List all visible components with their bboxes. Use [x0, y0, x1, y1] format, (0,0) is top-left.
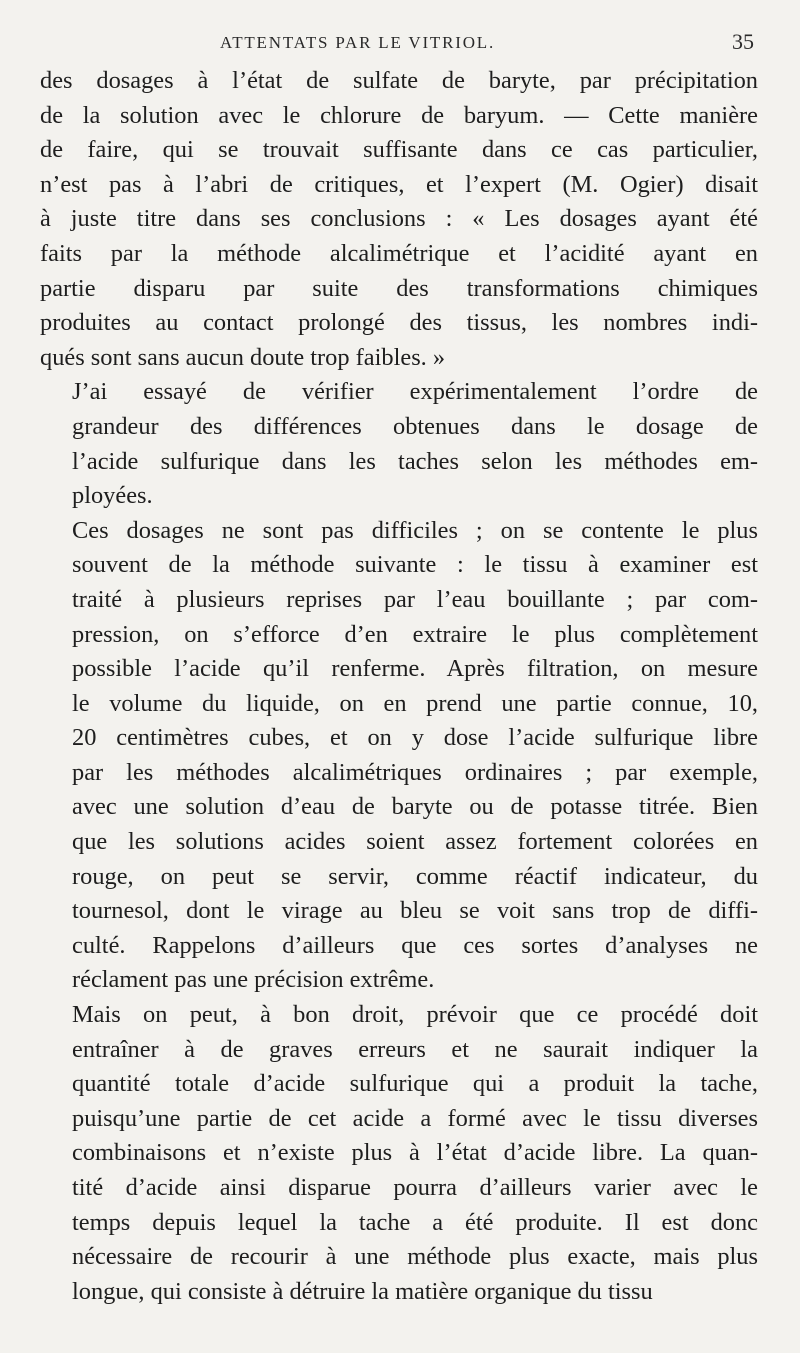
- text-line: partie disparu par suite des transformations chimiques: [40, 274, 758, 302]
- text-line: à juste titre dans ses conclusions : « Les dosages ayant été: [40, 205, 758, 233]
- text-line: tournesol, dont le virage au bleu se voit sans trop de diffi-: [72, 897, 758, 925]
- text-line: combinaisons et n’existe plus à l’état d’acide libre. La quan-: [72, 1139, 758, 1167]
- text-line: faits par la méthode alcalimétrique et l’acidité ayant en: [40, 239, 758, 267]
- body-text: [40, 64, 758, 1309]
- paragraph: [40, 64, 758, 375]
- text-line: produites au contact prolongé des tissus, les nombres indi-: [40, 309, 758, 337]
- text-line: réclament pas une précision extrême.: [72, 966, 435, 994]
- text-line: rouge, on peut se servir, comme réactif indicateur, du: [72, 862, 758, 890]
- paragraph: [40, 375, 758, 513]
- text-line: avec une solution d’eau de baryte ou de potasse titrée. Bien: [72, 793, 758, 821]
- page-number: 35: [732, 29, 754, 54]
- text-line: de faire, qui se trouvait suffisante dans ce cas particulier,: [40, 136, 758, 164]
- text-line: J’ai essayé de vérifier expérimentalement l’ordre de: [72, 378, 758, 406]
- text-line: pression, on s’efforce d’en extraire le plus complètement: [72, 620, 758, 648]
- running-head: ATTENTATS PAR LE VITRIOL.: [220, 33, 496, 52]
- text-line: que les solutions acides soient assez fortement colorées en: [72, 828, 758, 856]
- text-line: l’acide sulfurique dans les taches selon les méthodes em-: [72, 447, 758, 475]
- page-header: [40, 0, 758, 64]
- text-line: Ces dosages ne sont pas difficiles ; on se contente le plus: [72, 516, 758, 544]
- text-line: longue, qui consiste à détruire la matière organique du tissu: [72, 1277, 653, 1305]
- text-line: temps depuis lequel la tache a été produite. Il est donc: [72, 1208, 758, 1236]
- text-line: possible l’acide qu’il renferme. Après filtration, on mesure: [72, 655, 758, 683]
- text-line: entraîner à de graves erreurs et ne saurait indiquer la: [72, 1035, 758, 1063]
- paragraph: [40, 998, 758, 1309]
- paragraph: [40, 514, 758, 998]
- text-line: Mais on peut, à bon droit, prévoir que ce procédé doit: [72, 1001, 758, 1029]
- text-line: souvent de la méthode suivante : le tissu à examiner est: [72, 551, 758, 579]
- text-line: culté. Rappelons d’ailleurs que ces sortes d’analyses ne: [72, 931, 758, 959]
- text-line: de la solution avec le chlorure de baryum. — Cette manière: [40, 101, 758, 129]
- text-line: 20 centimètres cubes, et on y dose l’acide sulfurique libre: [72, 724, 758, 752]
- text-line: nécessaire de recourir à une méthode plus exacte, mais plus: [72, 1243, 758, 1271]
- text-line: tité d’acide ainsi disparue pourra d’ailleurs varier avec le: [72, 1174, 758, 1201]
- text-line: le volume du liquide, on en prend une partie connue, 10,: [72, 689, 758, 717]
- text-line: quantité totale d’acide sulfurique qui a produit la tache,: [72, 1070, 758, 1098]
- text-line: ployées.: [72, 482, 153, 510]
- text-line: qués sont sans aucun doute trop faibles. »: [40, 343, 446, 371]
- text-line: n’est pas à l’abri de critiques, et l’expert (M. Ogier) disait: [40, 170, 758, 198]
- text-line: des dosages à l’état de sulfate de baryte, par précipitation: [40, 67, 758, 94]
- text-line: grandeur des différences obtenues dans le dosage de: [72, 412, 758, 440]
- text-line: traité à plusieurs reprises par l’eau bouillante ; par com-: [72, 585, 758, 613]
- text-line: puisqu’une partie de cet acide a formé avec le tissu diverses: [72, 1104, 758, 1132]
- text-line: par les méthodes alcalimétriques ordinaires ; par exemple,: [72, 758, 758, 786]
